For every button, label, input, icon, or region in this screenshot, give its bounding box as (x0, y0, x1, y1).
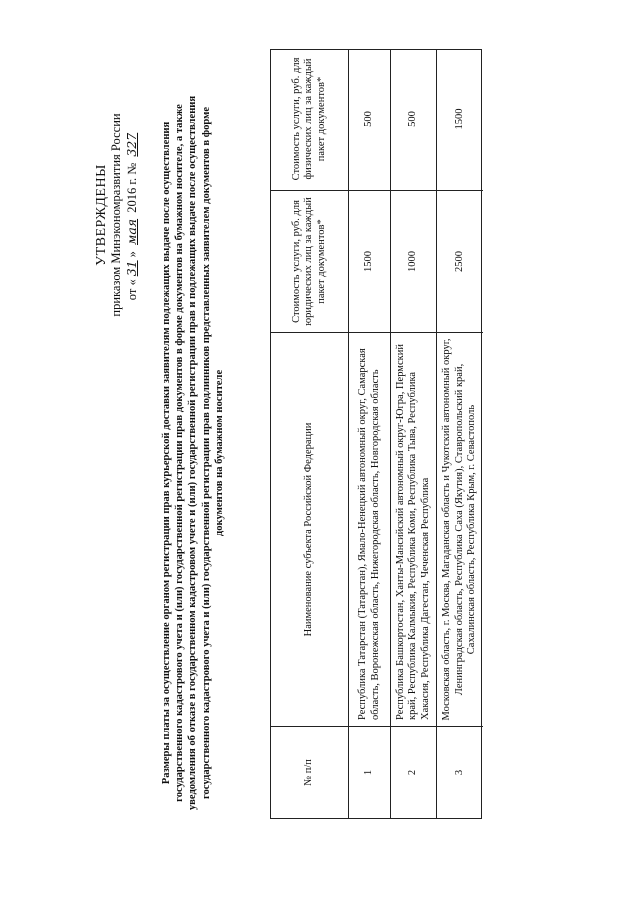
row-legal-price: 2500 (437, 190, 483, 332)
header-num: № п/п (271, 726, 348, 818)
table-row (391, 50, 437, 818)
order-number: 327 (124, 132, 139, 157)
row-num: 3 (437, 726, 483, 818)
approval-header: УТВЕРЖДЕНЫ (94, 164, 109, 266)
row-region: Республика Башкортостан, Ханты-Мансийский автономный округ-Югра, Пермский край, Республика Калмыкия, Республика Коми, Республика Тыва, Республика Хакасия, Республика Дагестан, Чеченская Республика (391, 332, 436, 726)
date-month: мая (124, 218, 139, 246)
row-individual-price: 1500 (453, 108, 465, 130)
header-region: Наименование субъекта Российской Федерации (271, 332, 348, 726)
date-prefix: от « (125, 279, 139, 301)
row-individual-price: 500 (363, 111, 375, 127)
table-row (349, 50, 391, 818)
approval-block (94, 85, 140, 345)
row-legal-price: 1000 (391, 190, 436, 332)
document-title: Размеры платы за осуществление органом регистрации прав курьерской доставки заявителям подлежащих выдаче после осуществления государственного кадастрового учета и (или) государственной регистрации прав документов в форме документов на бумажном носителе, а также уведомления об отказе в государственном кадастровом учете и (или) государственной регистрации прав и подлежащих выдаче после осуществления государственного кадастрового учета и (или) государственной регистрации прав подлинников представленных заявителем документов в форме документов на бумажном носителе (161, 95, 225, 811)
date-mid: » (125, 251, 139, 258)
row-legal-price: 1500 (349, 190, 390, 332)
date-day: 31 (124, 260, 139, 277)
header-individual-price: Стоимость услуги, руб. для физических лиц за каждый пакет документов* (290, 57, 327, 181)
approval-order-line: приказом Минэкономразвития России (109, 113, 123, 317)
table-header-row (271, 50, 349, 818)
row-num: 2 (391, 726, 436, 818)
row-region: Московская область, г. Москва, Магаданская область и Чукотский автономный округ, Ленинградская область, Республика Саха (Якутия), Ставропольский край, Сахалинская область, Республика Крым, г. Севастополь (437, 332, 483, 726)
approval-date-line (124, 85, 140, 345)
row-num: 1 (349, 726, 390, 818)
row-individual-price: 500 (407, 111, 419, 127)
header-legal-price: Стоимость услуги, руб. для юридических лиц за каждый пакет документов* (271, 190, 348, 332)
table-row (437, 50, 483, 818)
row-region: Республика Татарстан (Татарстан), Ямало-Ненецкий автономный округ, Самарская область, Воронежская область, Нижегородская область, Новгородская область (349, 332, 390, 726)
date-year: 2016 г. № (125, 162, 139, 213)
fee-table (270, 49, 482, 819)
